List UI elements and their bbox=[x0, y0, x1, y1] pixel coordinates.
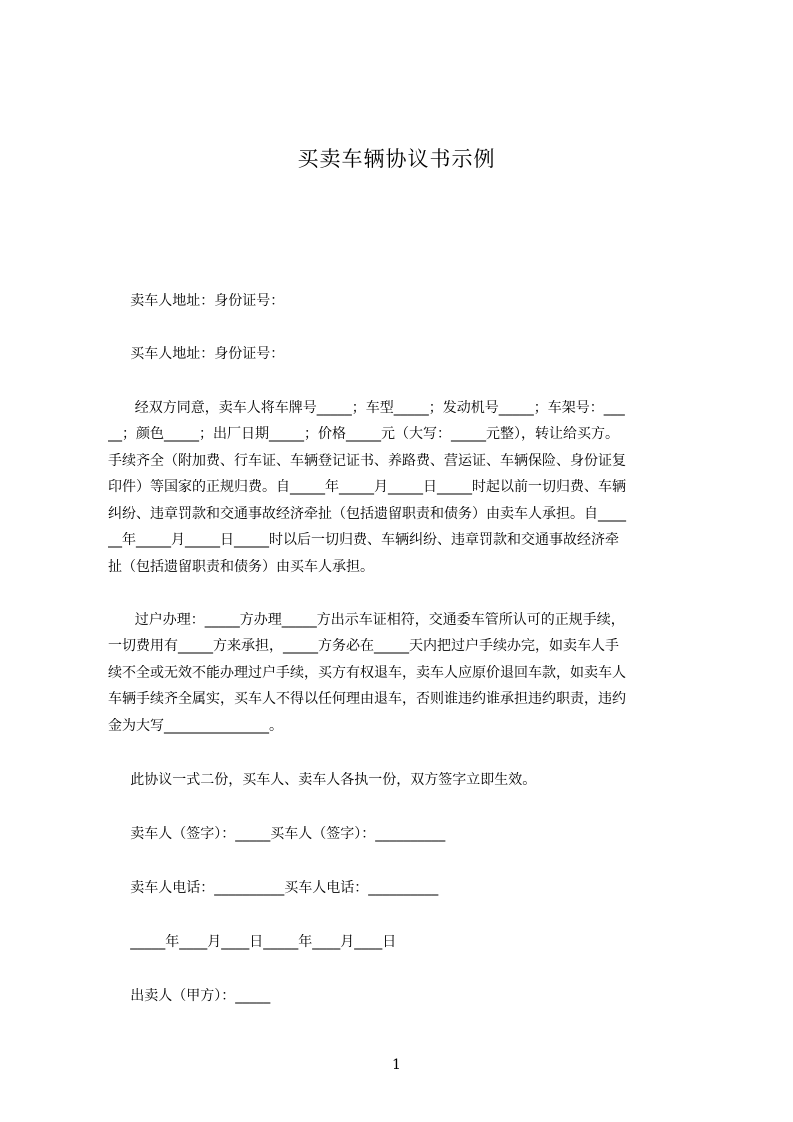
transfer-line-3: 续不全或无效不能办理过户手续，买方有权退车，卖车人应原价退回车款，如卖车人 bbox=[108, 665, 626, 681]
page-number: 1 bbox=[392, 1057, 401, 1073]
phone-line: 卖车人电话：__________买车人电话：__________ bbox=[108, 880, 439, 896]
page-title: 买卖车辆协议书示例 bbox=[297, 147, 496, 171]
transfer-line-5: 金为大写_______________。 bbox=[108, 718, 283, 734]
agreement-line-7: 扯（包括遗留职责和债务）由买车人承担。 bbox=[108, 559, 374, 575]
transfer-line-2: 一切费用有_____方来承担，_____方务必在_____天内把过户手续办完，如卖车人手 bbox=[108, 638, 619, 654]
agreement-line-3: 手续齐全（附加费、行车证、车辆登记证书、养路费、营运证、车辆保险、身份证复 bbox=[108, 453, 626, 469]
buyer-address-line: 买车人地址：身份证号： bbox=[108, 346, 285, 362]
transfer-line-4: 车辆手续齐全属实，买车人不得以任何理由退车，否则谁违约谁承担违约职责，违约 bbox=[108, 691, 626, 707]
seller-address-line: 卖车人地址：身份证号： bbox=[108, 293, 285, 309]
agreement-line-2: __；颜色_____；出厂日期_____；价格_____元（大写：_____元整），转让给买方。 bbox=[108, 426, 619, 442]
agreement-line-4: 印件）等国家的正规归费。自_____年_____月_____日_____时起以前一切归费、车辆 bbox=[108, 479, 626, 495]
agreement-line-1: 经双方同意，卖车人将车牌号_____；车型_____；发动机号_____；车架号：___ bbox=[108, 400, 625, 416]
transfer-line-1: 过户办理：_____方办理_____方出示车证相符，交通委车管所认可的正规手续， bbox=[108, 612, 625, 628]
agreement-line-6: __年_____月_____日_____时以后一切归费、车辆纠纷、违章罚款和交通事故经济牵 bbox=[108, 532, 619, 548]
date-line: _____年____月____日_____年____月____日 bbox=[108, 934, 397, 950]
copies-line: 此协议一式二份，买车人、卖车人各执一份，双方签字立即生效。 bbox=[108, 772, 537, 788]
agreement-line-5: 纠纷、违章罚款和交通事故经济牵扯（包括遗留职责和债务）由卖车人承担。自____ bbox=[108, 506, 626, 522]
seller-party-line: 出卖人（甲方）：_____ bbox=[108, 988, 271, 1004]
signature-line: 卖车人（签字）：_____买车人（签字）：__________ bbox=[108, 826, 446, 842]
